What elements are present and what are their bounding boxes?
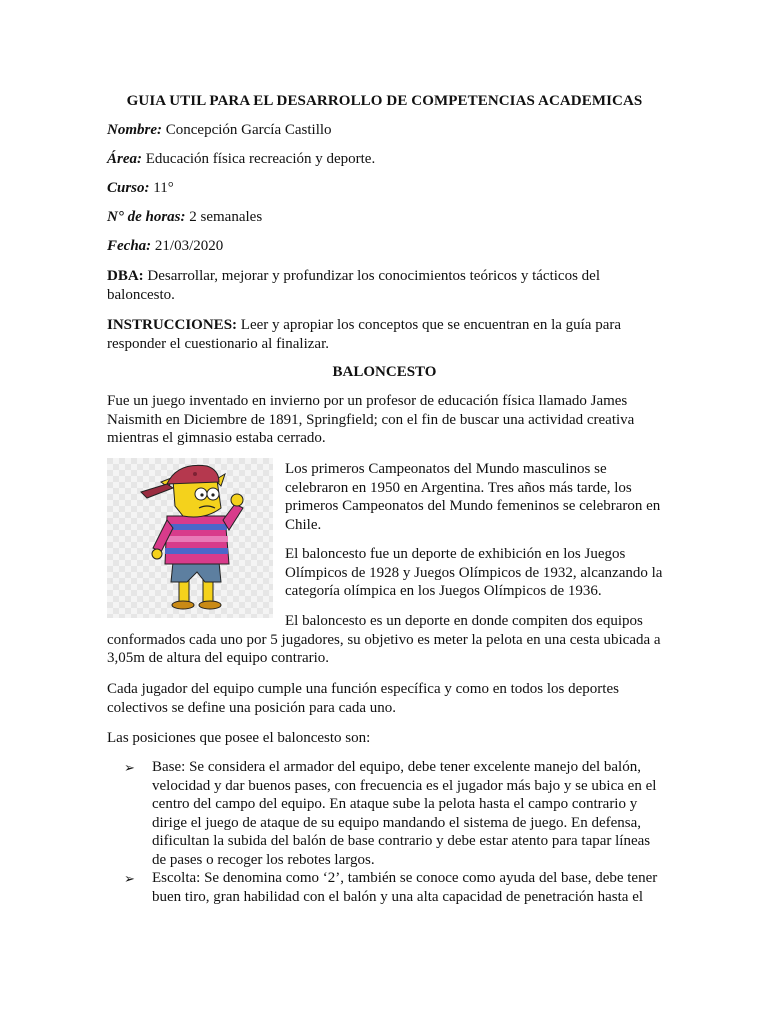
campeonatos-paragraph: Los primeros Campeonatos del Mundo masculinos se celebraron en 1950 en Argentina. Tres años más tarde, los primeros Campeonatos del Mundo femeninos se celebraron en Chile. — [285, 461, 661, 533]
section-heading: BALONCESTO — [332, 364, 437, 380]
deporte-paragraph: El baloncesto es un deporte en donde compiten dos equipos conformados cada uno por 5 jugadores, su objetivo es meter la pelota en una cesta ubicada a 3,05m de altura del equipo contrario. — [107, 613, 661, 666]
field-label: Área: — [107, 151, 142, 167]
document-title: GUIA UTIL PARA EL DESARROLLO DE COMPETENCIAS ACADEMICAS — [126, 93, 643, 109]
instrucciones-label: INSTRUCCIONES: — [107, 317, 238, 333]
field-label: Curso: — [107, 180, 150, 196]
field-horas — [107, 208, 262, 227]
field-label: Nombre: — [107, 122, 162, 138]
olimpicos-paragraph: El baloncesto fue un deporte de exhibición en los Juegos Olímpicos de 1928 y Juegos Olímpicos de 1932, alcanzando la categoría olímpica en los Juegos Olímpicos de 1936. — [285, 546, 663, 599]
field-label: N° de horas: — [107, 209, 186, 225]
field-curso — [107, 179, 174, 198]
field-area — [107, 150, 375, 169]
field-label: Fecha: — [107, 238, 152, 254]
dba-label: DBA: — [107, 268, 144, 284]
field-value: Concepción García Castillo — [162, 122, 332, 138]
instrucciones-paragraph — [107, 316, 662, 353]
field-value: 2 semanales — [185, 209, 263, 225]
posiciones-paragraph: Las posiciones que posee el baloncesto son: — [107, 730, 371, 746]
positions-list — [107, 758, 662, 906]
list-item-text: Escolta: Se denomina como ‘2’, también se conoce como ayuda del base, debe tener buen tiro, gran habilidad con el balón y una alta capacidad de penetración hasta el — [152, 870, 658, 905]
intro-paragraph: Fue un juego inventado en invierno por un profesor de educación física llamado James Naismith en Diciembre de 1891, Springfield; con el fin de buscar una actividad creativa mientras el gimnasio estaba cerrado. — [107, 393, 635, 446]
list-item-text: Base: Se considera el armador del equipo, debe tener excelente manejo del balón, velocidad y dar buenos pases, con frecuencia es el jugador más bajo y se ubica en el centro del campo del equipo. En ataque sube la pelota hasta el campo contrario y dirige el juego de ataque de su equipo mandando el sistema de juego. En defensa, dificultan la subida del balón de base contrario y debe estar atento para tapar líneas de pases o recoger los rebotes largos. — [152, 759, 657, 868]
instrucciones-text: Leer y apropiar los conceptos que se encuentran en la guía para responder el cuestionario al finalizar. — [107, 317, 622, 352]
jugador-paragraph: Cada jugador del equipo cumple una función específica y como en todos los deportes colectivos se define una posición para cada uno. — [107, 681, 619, 716]
field-fecha — [107, 237, 223, 256]
dba-paragraph — [107, 267, 662, 304]
field-nombre — [107, 121, 332, 140]
character-svg — [107, 458, 273, 618]
dba-text: Desarrollar, mejorar y profundizar los conocimientos teóricos y tácticos del baloncesto. — [107, 268, 600, 303]
arrow-right-icon: ➢ — [124, 871, 135, 886]
arrow-right-icon: ➢ — [124, 760, 135, 775]
field-value: Educación física recreación y deporte. — [142, 151, 376, 167]
field-value: 11° — [149, 180, 174, 196]
character-illustration — [107, 458, 273, 618]
field-value: 21/03/2020 — [151, 238, 224, 254]
list-item — [107, 869, 662, 906]
list-item — [107, 758, 662, 869]
